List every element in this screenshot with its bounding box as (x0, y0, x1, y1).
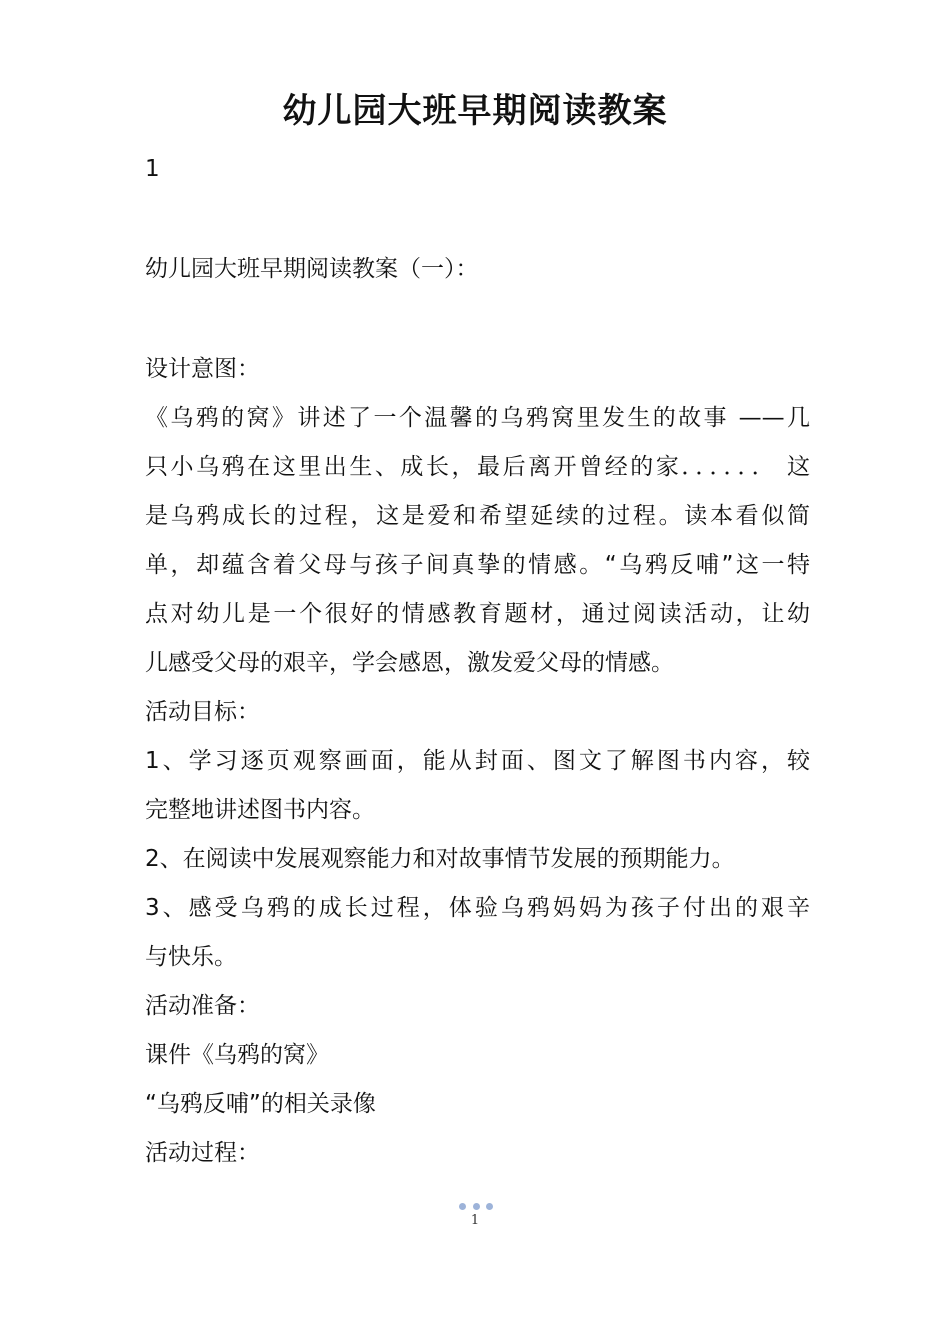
design-paragraph-line: 儿感受父母的艰辛，学会感恩，激发爱父母的情感。 (145, 650, 674, 676)
document-title: 幼儿园大班早期阅读教案 (282, 91, 668, 131)
document-number (145, 145, 810, 194)
section-subtitle (145, 245, 810, 294)
goal-3-line: 3、感受乌鸦的成长过程，体验乌鸦妈妈为孩子付出的艰辛 (145, 895, 810, 921)
design-paragraph-line: 只小乌鸦在这里出生、成长，最后离开曾经的家．．．．．． 这 (145, 454, 810, 480)
footer-dots-icon (459, 1203, 493, 1211)
subtitle-line: 幼儿园大班早期阅读教案（一）： (145, 256, 479, 282)
design-paragraph-line: 是乌鸦成长的过程，这是爱和希望延续的过程。读本看似简 (145, 503, 810, 529)
process-heading: 活动过程： (145, 1140, 260, 1166)
goal-2-line: 2、在阅读中发展观察能力和对故事情节发展的预期能力。 (145, 846, 735, 872)
goal-3-line: 与快乐。 (145, 944, 237, 970)
goals-heading: 活动目标： (145, 699, 260, 725)
design-heading: 设计意图： (145, 356, 260, 382)
dot-icon (486, 1203, 493, 1210)
number-line: 1 (145, 156, 160, 182)
prep-item: “乌鸦反哺”的相关录像 (145, 1091, 376, 1117)
dot-icon (459, 1203, 466, 1210)
prep-item: 课件《乌鸦的窝》 (145, 1042, 329, 1068)
design-paragraph-line: 《乌鸦的窝》讲述了一个温馨的乌鸦窝里发生的故事 ——几 (145, 405, 810, 431)
design-paragraph-line: 点对幼儿是一个很好的情感教育题材，通过阅读活动，让幼 (145, 601, 810, 627)
design-paragraph-line: 单，却蕴含着父母与孩子间真挚的情感。“乌鸦反哺”这一特 (145, 552, 810, 578)
dot-icon (473, 1203, 480, 1210)
main-content (145, 345, 810, 1178)
goal-1-line: 1、学习逐页观察画面，能从封面、图文了解图书内容，较 (145, 748, 810, 774)
prep-heading: 活动准备： (145, 993, 260, 1019)
goal-1-line: 完整地讲述图书内容。 (145, 797, 375, 823)
page-number: 1 (470, 1213, 480, 1228)
